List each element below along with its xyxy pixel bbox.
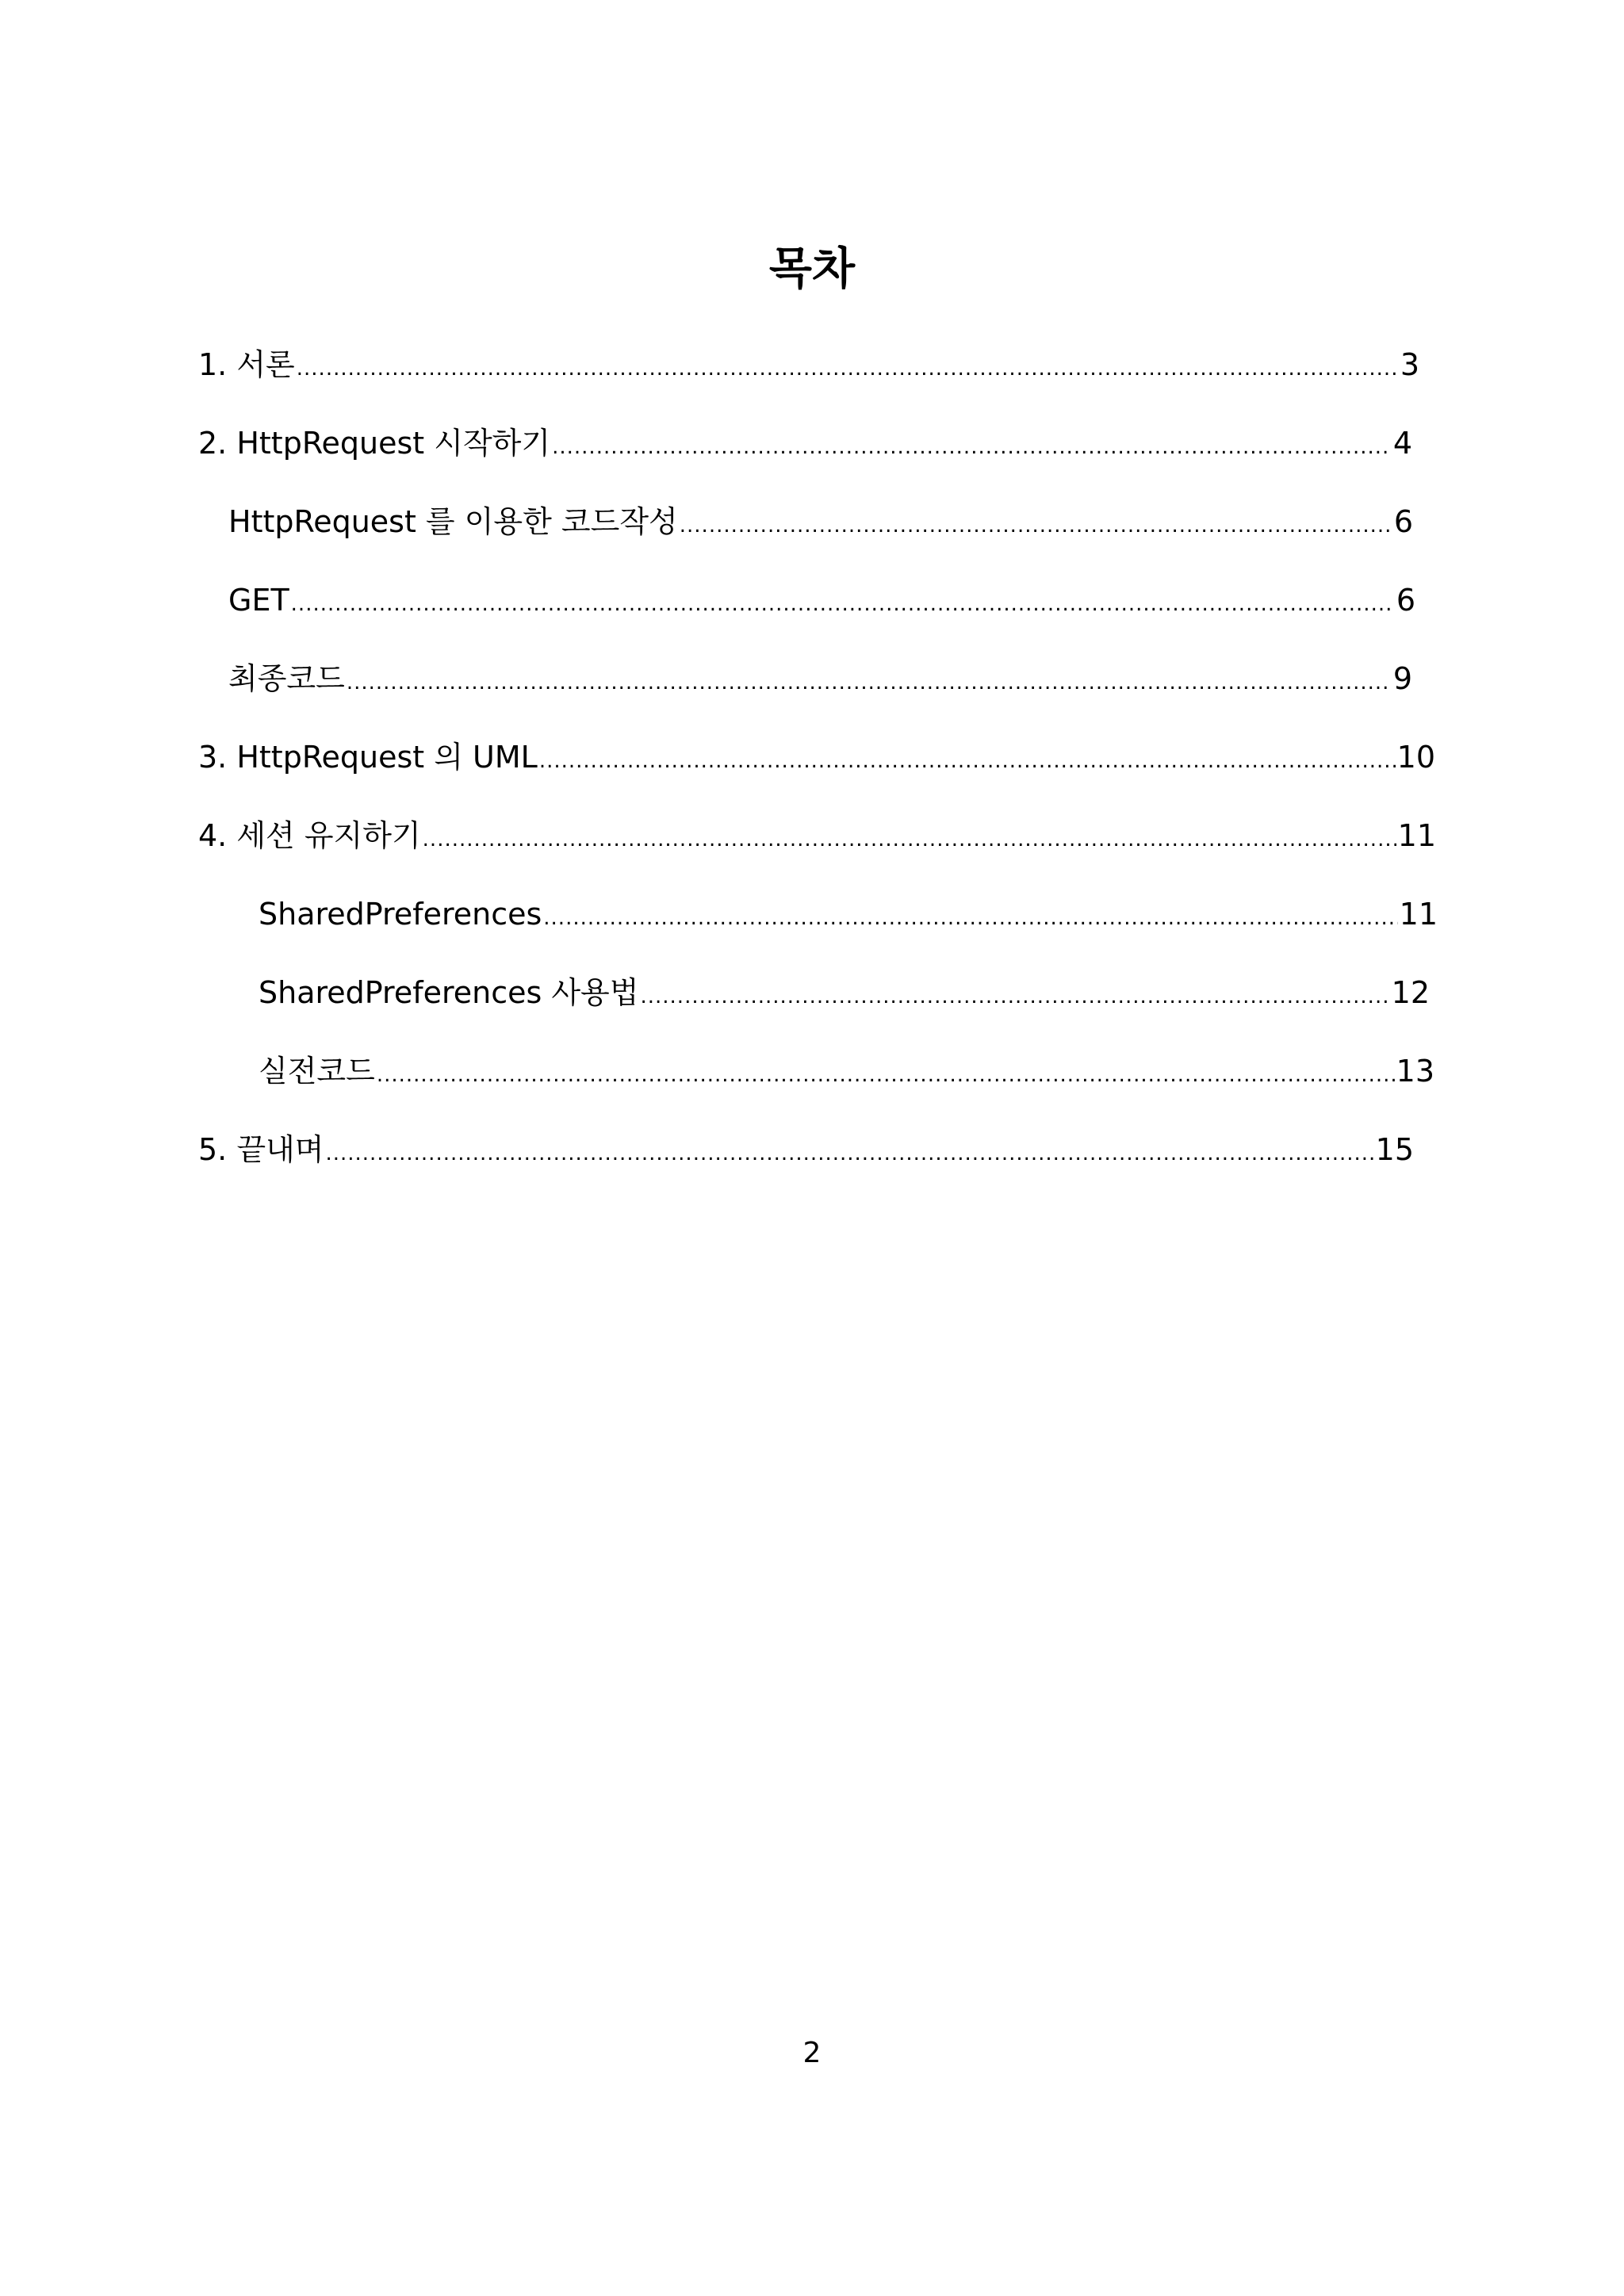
toc-entry-label: 2. HttpRequest 시작하기	[198, 426, 551, 461]
toc-dot-leader	[680, 502, 1392, 549]
toc-entry-page: 10	[1396, 740, 1435, 775]
toc-dot-leader	[291, 580, 1395, 628]
toc-entry-label: 3. HttpRequest 의 UML	[198, 740, 538, 775]
toc-entry-introduction	[198, 341, 1419, 388]
toc-entry-label: 5. 끝내며	[198, 1132, 324, 1167]
toc-dot-leader	[543, 894, 1397, 942]
toc-entry-label: HttpRequest 를 이용한 코드작성	[228, 504, 678, 539]
toc-entry-page: 11	[1397, 818, 1436, 853]
toc-entry-page: 11	[1399, 897, 1438, 932]
toc-entry-page: 3	[1400, 347, 1419, 382]
toc-dot-leader	[552, 423, 1392, 471]
toc-entry-page: 4	[1392, 426, 1412, 461]
page-title: 목차	[768, 243, 856, 295]
toc-entry-sharedpreferences	[259, 890, 1438, 938]
toc-entry-label: SharedPreferences	[259, 897, 542, 932]
toc-entry-label: 4. 세션 유지하기	[198, 818, 421, 853]
toc-dot-leader	[377, 1051, 1395, 1099]
toc-entry-label: GET	[228, 583, 289, 618]
toc-entry-page: 15	[1375, 1132, 1414, 1167]
toc-entry-final-code	[228, 655, 1412, 702]
toc-entry-page: 6	[1393, 504, 1413, 539]
toc-dot-leader	[297, 345, 1399, 392]
toc-entry-page: 6	[1396, 583, 1415, 618]
toc-entry-httprequest-start	[198, 419, 1412, 467]
toc-entry-page: 9	[1392, 661, 1412, 696]
toc-entry-label: SharedPreferences 사용법	[259, 975, 639, 1010]
toc-entry-httprequest-code	[228, 498, 1413, 545]
toc-dot-leader	[640, 973, 1389, 1020]
toc-entry-conclusion	[198, 1126, 1414, 1173]
toc-dot-leader	[325, 1130, 1373, 1177]
toc-entry-sharedpreferences-usage	[259, 969, 1430, 1016]
toc-dot-leader	[423, 816, 1396, 863]
toc-dot-leader	[539, 737, 1396, 785]
toc-entry-httprequest-uml	[198, 733, 1435, 781]
toc-entry-page: 12	[1391, 975, 1430, 1010]
toc-entry-get	[228, 576, 1415, 624]
toc-entry-session	[198, 812, 1436, 859]
toc-entry-label: 실전코드	[259, 1054, 375, 1089]
page-number: 2	[802, 2037, 822, 2069]
toc-entry-page: 13	[1396, 1054, 1434, 1089]
toc-entry-label: 최종코드	[228, 661, 345, 696]
toc-dot-leader	[347, 659, 1392, 706]
toc-entry-label: 1. 서론	[198, 347, 295, 382]
toc-entry-practical-code	[259, 1047, 1434, 1095]
